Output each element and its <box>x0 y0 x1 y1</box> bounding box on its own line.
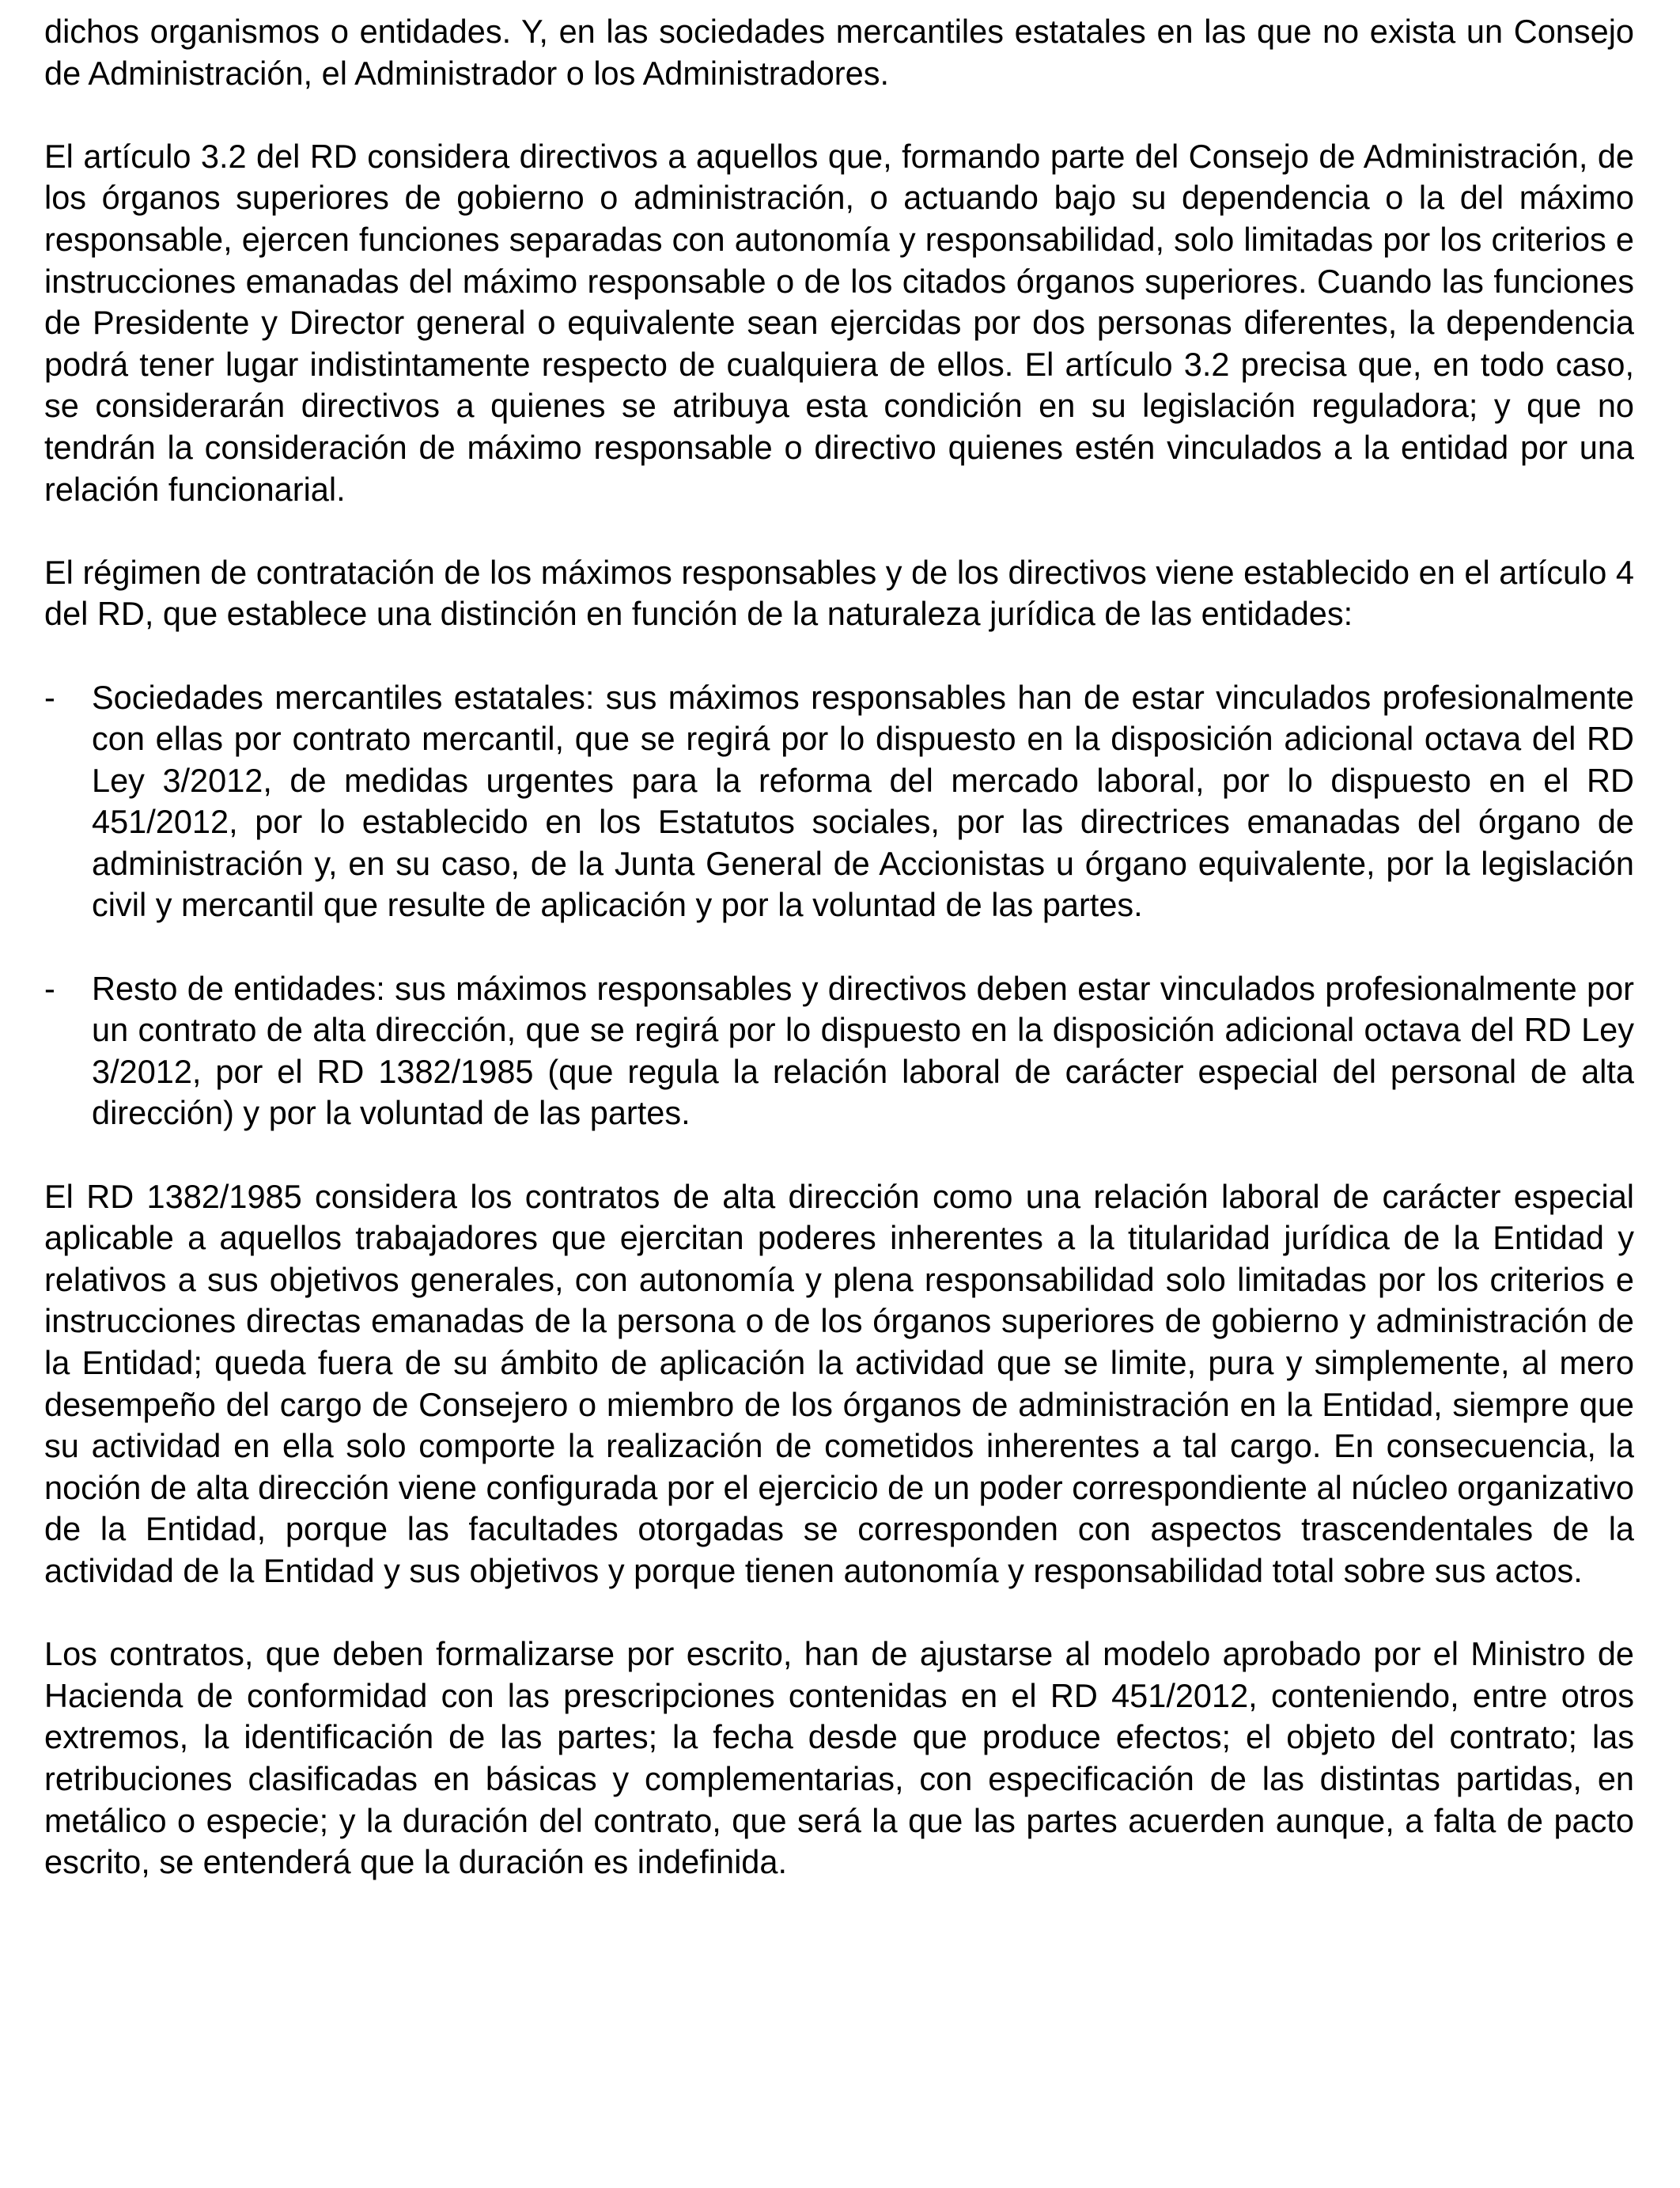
paragraph-continuation: dichos organismos o entidades. Y, en las sociedades mercantiles estatales en las que no exista un Consejo de Administración, el Administrador o los Administradores. <box>44 13 1634 92</box>
list-item-text: Sociedades mercantiles estatales: sus máximos responsables han de estar vinculados profesionalmente con ellas por contrato mercantil, que se regirá por lo dispuesto en la disposición adicional octava del RD Ley 3/2012, de medidas urgentes para la reforma del mercado laboral, por lo dispuesto en el RD 451/2012, por lo establecido en los Estatutos sociales, por las directrices emanadas del órgano de administración y, en su caso, de la Junta General de Accionistas u órgano equivalente, por la legislación civil y mercantil que resulte de aplicación y por la voluntad de las partes. <box>92 678 1634 924</box>
paragraph-regimen-contratacion: El régimen de contratación de los máximos responsables y de los directivos viene establecido en el artículo 4 del RD, que establece una distinción en función de la naturaleza jurídica de las entidades: <box>44 553 1634 633</box>
paragraph-rd-1382-1985: El RD 1382/1985 considera los contratos de alta dirección como una relación laboral de carácter especial aplicable a aquellos trabajadores que ejercitan poderes inherentes a la titularidad jurídica de la Entidad y relativos a sus objetivos generales, con autonomía y plena responsabilidad solo limitadas por los criterios e instrucciones directas emanadas de la persona o de los órganos superiores de gobierno y administración de la Entidad; queda fuera de su ámbito de aplicación la actividad que se limite, pura y simplemente, al mero desempeño del cargo de Consejero o miembro de los órganos de administración en la Entidad, siempre que su actividad en ella solo comporte la realización de cometidos inherentes a tal cargo. En consecuencia, la noción de alta dirección viene configurada por el ejercicio de un poder correspondiente al núcleo organizativo de la Entidad, porque las facultades otorgadas se corresponden con aspectos trascendentales de la actividad de la Entidad y sus objetivos y porque tienen autonomía y responsabilidad total sobre sus actos. <box>44 1177 1634 1589</box>
list-item-text: Resto de entidades: sus máximos responsables y directivos deben estar vinculados profesionalmente por un contrato de alta dirección, que se regirá por lo dispuesto en la disposición adicional octava del RD Ley 3/2012, por el RD 1382/1985 (que regula la relación laboral de carácter especial del personal de alta dirección) y por la voluntad de las partes. <box>92 969 1634 1132</box>
bullet-dash: - <box>44 678 55 716</box>
document-page <box>44 11 1634 1925</box>
paragraph-articulo-3-2: El artículo 3.2 del RD considera directivos a aquellos que, formando parte del Consejo de Administración, de los órganos superiores de gobierno o administración, o actuando bajo su dependencia o la del máximo responsable, ejercen funciones separadas con autonomía y responsabilidad, solo limitadas por los criterios e instrucciones emanadas del máximo responsable o de los citados órganos superiores. Cuando las funciones de Presidente y Director general o equivalente sean ejercidas por dos personas diferentes, la dependencia podrá tener lugar indistintamente respecto de cualquiera de ellos. El artículo 3.2 precisa que, en todo caso, se considerarán directivos a quienes se atribuya esta condición en su legislación reguladora; y que no tendrán la consideración de máximo responsable o directivo quienes estén vinculados a la entidad por una relación funcionarial. <box>44 137 1634 508</box>
paragraph-contratos-escrito: Los contratos, que deben formalizarse por escrito, han de ajustarse al modelo aprobado por el Ministro de Hacienda de conformidad con las prescripciones contenidas en el RD 451/2012, conteniendo, entre otros extremos, la identificación de las partes; la fecha desde que produce efectos; el objeto del contrato; las retribuciones clasificadas en básicas y complementarias, con especificación de las distintas partidas, en metálico o especie; y la duración del contrato, que será la que las partes acuerden aunque, a falta de pacto escrito, se entenderá que la duración es indefinida. <box>44 1635 1634 1881</box>
bullet-dash: - <box>44 969 55 1007</box>
list-item-resto-entidades <box>44 968 1634 1134</box>
list-item-sociedades-mercantiles <box>44 677 1634 927</box>
